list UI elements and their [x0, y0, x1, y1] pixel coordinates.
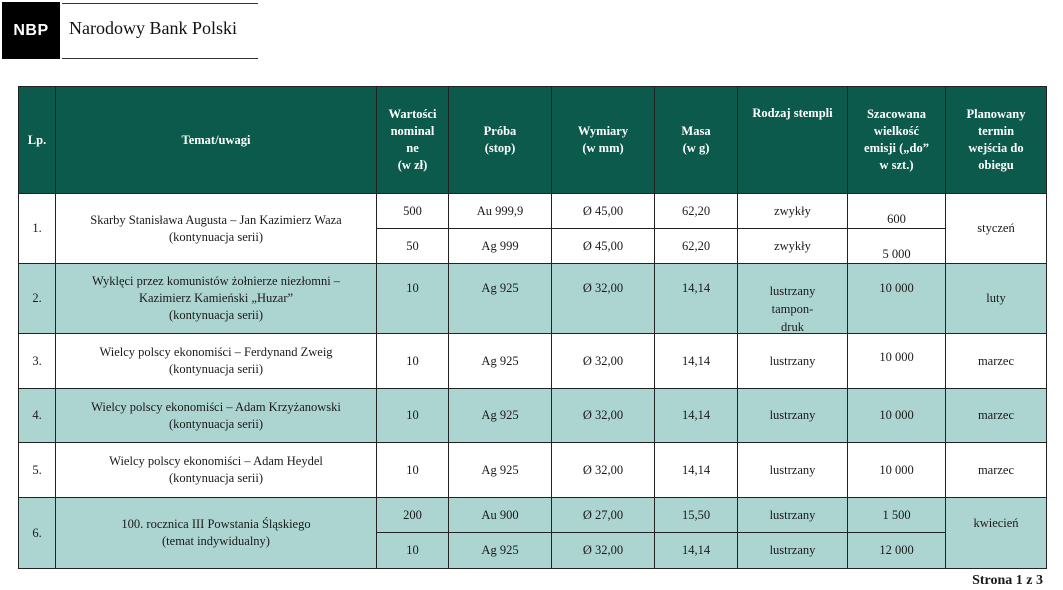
cell-issue: 10 000 [848, 443, 946, 498]
cell-issue: 600 [848, 194, 946, 229]
cell-stamp: lustrzany [738, 443, 848, 498]
cell-stamp: lustrzany tampon- druk [738, 264, 848, 334]
cell-lp: 6. [19, 498, 56, 569]
cell-topic: Wyklęci przez komunistów żołnierze niezłomni – Kazimierz Kamieński „Huzar” (kontynuacja serii) [56, 264, 377, 334]
cell-issue: 10 000 [848, 264, 946, 334]
cell-mass: 14,14 [655, 389, 738, 443]
cell-fineness: Ag 925 [449, 264, 552, 334]
cell-mass: 15,50 [655, 498, 738, 533]
cell-date: luty [946, 264, 1047, 334]
table-row [19, 498, 1047, 533]
page-header [0, 0, 260, 60]
cell-stamp: lustrzany [738, 533, 848, 569]
cell-issue: 12 000 [848, 533, 946, 569]
cell-topic: Wielcy polscy ekonomiści – Adam Heydel (kontynuacja serii) [56, 443, 377, 498]
page-number: Strona 1 z 3 [972, 573, 1043, 588]
cell-value: 10 [377, 334, 449, 389]
cell-size: Ø 32,00 [552, 264, 655, 334]
cell-size: Ø 32,00 [552, 533, 655, 569]
nbp-logo: NBP [2, 2, 60, 59]
col-size: Wymiary (w mm) [552, 87, 655, 194]
cell-date: marzec [946, 443, 1047, 498]
cell-stamp: lustrzany [738, 389, 848, 443]
col-topic: Temat/uwagi [56, 87, 377, 194]
cell-stamp: lustrzany [738, 334, 848, 389]
cell-value: 10 [377, 533, 449, 569]
cell-issue: 1 500 [848, 498, 946, 533]
cell-value: 10 [377, 389, 449, 443]
cell-mass: 14,14 [655, 264, 738, 334]
col-value: Wartości nominal ne (w zł) [377, 87, 449, 194]
cell-mass: 14,14 [655, 334, 738, 389]
cell-value: 50 [377, 229, 449, 264]
cell-size: Ø 27,00 [552, 498, 655, 533]
cell-size: Ø 32,00 [552, 389, 655, 443]
cell-lp: 5. [19, 443, 56, 498]
col-mass: Masa (w g) [655, 87, 738, 194]
col-date: Planowany termin wejścia do obiegu [946, 87, 1047, 194]
table-header-row [19, 87, 1047, 194]
cell-issue: 10 000 [848, 334, 946, 389]
cell-issue: 5 000 [848, 229, 946, 264]
cell-size: Ø 45,00 [552, 229, 655, 264]
bank-name: Narodowy Bank Polski [69, 18, 237, 38]
cell-mass: 14,14 [655, 533, 738, 569]
cell-fineness: Au 999,9 [449, 194, 552, 229]
cell-value: 10 [377, 443, 449, 498]
cell-stamp: lustrzany [738, 498, 848, 533]
table-row [19, 443, 1047, 498]
col-stamp: Rodzaj stempli [738, 87, 848, 194]
header-rule-top [62, 3, 258, 4]
cell-fineness: Ag 925 [449, 334, 552, 389]
cell-date: kwiecień [946, 498, 1047, 569]
cell-topic: Wielcy polscy ekonomiści – Adam Krzyżanowski (kontynuacja serii) [56, 389, 377, 443]
cell-topic: Wielcy polscy ekonomiści – Ferdynand Zweig (kontynuacja serii) [56, 334, 377, 389]
cell-issue: 10 000 [848, 389, 946, 443]
cell-size: Ø 32,00 [552, 443, 655, 498]
cell-mass: 62,20 [655, 194, 738, 229]
cell-topic: 100. rocznica III Powstania Śląskiego (temat indywidualny) [56, 498, 377, 569]
coin-issue-table [18, 86, 1047, 569]
cell-fineness: Ag 999 [449, 229, 552, 264]
cell-mass: 62,20 [655, 229, 738, 264]
cell-stamp: zwykły [738, 229, 848, 264]
cell-size: Ø 32,00 [552, 334, 655, 389]
cell-value: 500 [377, 194, 449, 229]
cell-date: styczeń [946, 194, 1047, 264]
cell-date: marzec [946, 334, 1047, 389]
table-row [19, 389, 1047, 443]
cell-value: 10 [377, 264, 449, 334]
header-rule-bottom [62, 58, 258, 59]
cell-stamp: zwykły [738, 194, 848, 229]
cell-fineness: Ag 925 [449, 533, 552, 569]
cell-lp: 4. [19, 389, 56, 443]
table-row [19, 194, 1047, 229]
table-row [19, 334, 1047, 389]
cell-lp: 1. [19, 194, 56, 264]
col-lp: Lp. [19, 87, 56, 194]
cell-fineness: Au 900 [449, 498, 552, 533]
cell-size: Ø 45,00 [552, 194, 655, 229]
table-row [19, 264, 1047, 334]
cell-lp: 2. [19, 264, 56, 334]
cell-fineness: Ag 925 [449, 389, 552, 443]
col-issue: Szacowana wielkość emisji („do” w szt.) [848, 87, 946, 194]
cell-date: marzec [946, 389, 1047, 443]
cell-mass: 14,14 [655, 443, 738, 498]
cell-topic: Skarby Stanisława Augusta – Jan Kazimierz Waza (kontynuacja serii) [56, 194, 377, 264]
cell-lp: 3. [19, 334, 56, 389]
col-fineness: Próba (stop) [449, 87, 552, 194]
cell-value: 200 [377, 498, 449, 533]
cell-fineness: Ag 925 [449, 443, 552, 498]
